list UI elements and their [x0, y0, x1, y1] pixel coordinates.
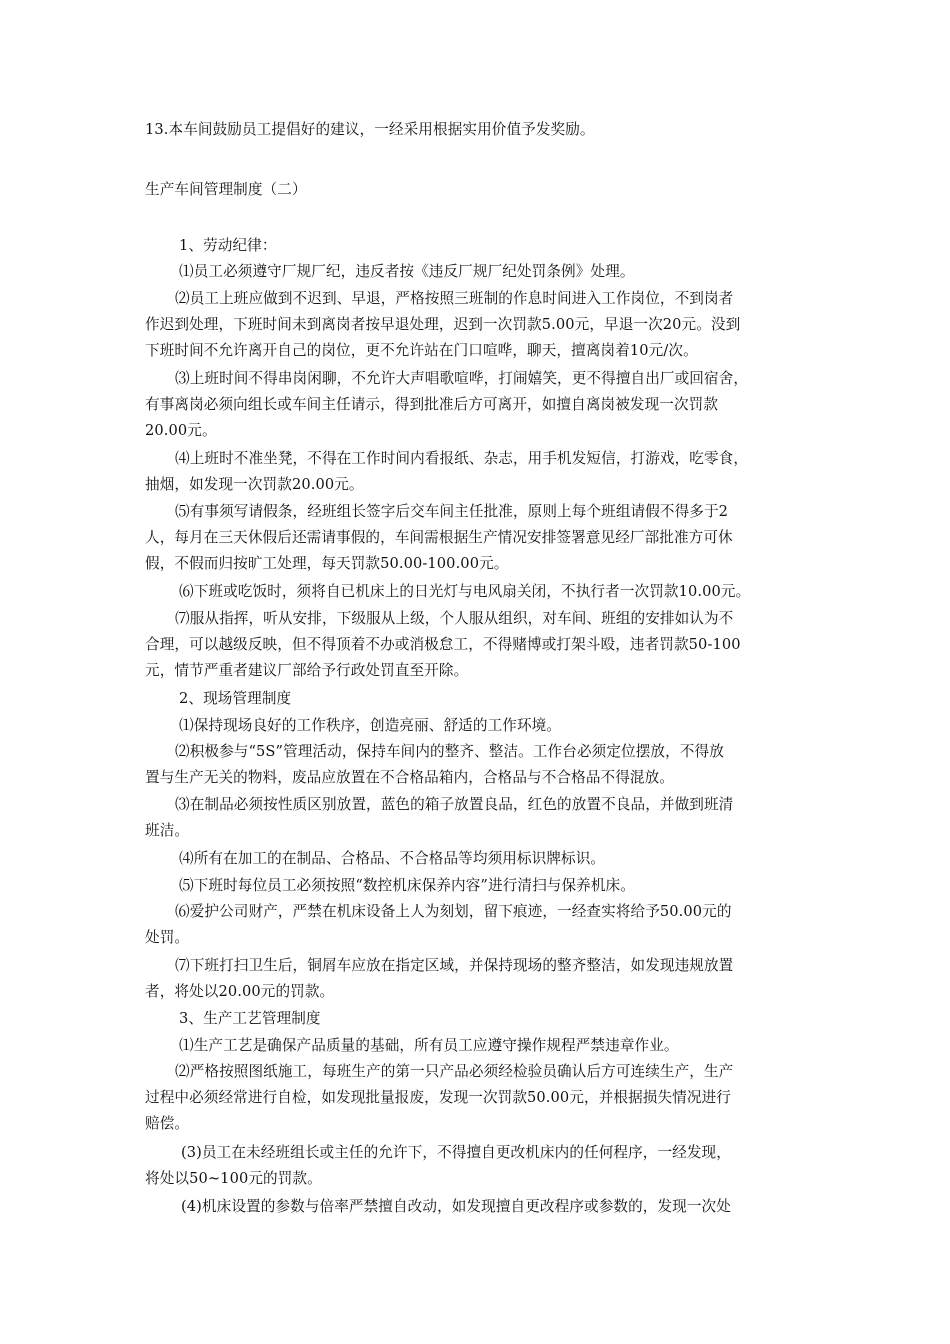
section-2-para-7: ⑺下班打扫卫生后，铜屑车应放在指定区域，并保持现场的整齐整洁，如发现违规放置 者，将处以20.00元的罚款。	[145, 957, 734, 1000]
section-2-para-5: ⑸下班时每位员工必须按照“数控机床保养内容”进行清扫与保养机床。	[179, 877, 635, 894]
section-1-para-6: ⑹下班或吃饭时，须将自已机床上的日光灯与电风扇关闭，不执行者一次罚款10.00元。	[179, 583, 751, 600]
section-3-para-2: ⑵严格按照图纸施工，每班生产的第一只产品必须经检验员确认后方可连续生产，生产 过程中必须经常进行自检，如发现批量报废，发现一次罚款50.00元，并根据损失情况进行 赔偿。	[145, 1063, 734, 1132]
section-2-para-3: ⑶在制品必须按性质区别放置，蓝色的箱子放置良品，红色的放置不良品，并做到班清 班洁。	[145, 796, 734, 839]
section-3-heading: 3、生产工艺管理制度	[179, 1010, 321, 1027]
section-2-para-6: ⑹爱护公司财产，严禁在机床设备上人为刻划，留下痕迹，一经查实将给予50.00元的 处罚。	[145, 903, 732, 946]
section-3-para-1: ⑴生产工艺是确保产品质量的基础，所有员工应遵守操作规程严禁违章作业。	[179, 1037, 679, 1054]
section-1-para-3: ⑶上班时间不得串岗闲聊，不允许大声唱歌喧哗，打闹嬉笑，更不得擅自出厂或回宿舍， 有事离岗必须向组长或车间主任请示，得到批准后方可离开，如擅自离岗被发现一次罚款 20.00元。	[145, 370, 749, 439]
document-title: 生产车间管理制度（二）	[145, 181, 307, 198]
section-2-para-2: ⑵积极参与“5S”管理活动，保持车间内的整齐、整洁。工作台必须定位摆放，不得放 置与生产无关的物料，废品应放置在不合格品箱内，合格品与不合格品不得混放。	[145, 743, 724, 786]
section-3-para-3: (3)员工在未经班组长或主任的允许下，不得擅自更改机床内的任何程序，一经发现， 将处以50~100元的罚款。	[145, 1144, 731, 1187]
section-2-para-1: ⑴保持现场良好的工作秩序，创造亮丽、舒适的工作环境。	[179, 717, 562, 734]
section-1-para-5: ⑸有事须写请假条，经班组长签字后交车间主任批准，原则上每个班组请假不得多于2 人，每月在三天休假后还需请事假的，车间需根据生产情况安排签署意见经厂部批准方可休 假，不假而归按旷工处理，每天罚款50.00-100.00元。	[145, 503, 733, 572]
section-2-heading: 2、现场管理制度	[179, 690, 292, 707]
section-1-para-2: ⑵员工上班应做到不迟到、早退，严格按照三班制的作息时间进入工作岗位，不到岗者 作迟到处理，下班时间未到离岗者按早退处理，迟到一次罚款5.00元，早退一次20元。没到 下班时间不允许离开自己的岗位，更不允许站在门口喧哗，聊天，擅离岗着10元/次。	[145, 290, 741, 359]
section-1-para-1: ⑴员工必须遵守厂规厂纪，违反者按《违反厂规厂纪处罚条例》处理。	[179, 263, 635, 280]
section-1-para-4: ⑷上班时不准坐凳，不得在工作时间内看报纸、杂志，用手机发短信，打游戏，吃零食， 抽烟，如发现一次罚款20.00元。	[145, 450, 749, 493]
section-2-para-4: ⑷所有在加工的在制品、合格品、不合格品等均须用标识牌标识。	[179, 850, 606, 867]
section-1-para-7: ⑺服从指挥，听从安排，下级服从上级，个人服从组织，对车间、班组的安排如认为不 合理，可以越级反映，但不得顶着不办或消极怠工，不得赌博或打架斗殴，违者罚款50-100 元，情节严重者建议厂部给予行政处罚直至开除。	[145, 610, 741, 679]
section-1-heading: 1、劳动纪律：	[179, 237, 277, 254]
section-3-para-4: (4)机床设置的参数与倍率严禁擅自改动，如发现擅自更改程序或参数的，发现一次处	[181, 1198, 731, 1215]
item-13: 13.本车间鼓励员工提倡好的建议，一经采用根据实用价值予发奖励。	[145, 121, 595, 138]
